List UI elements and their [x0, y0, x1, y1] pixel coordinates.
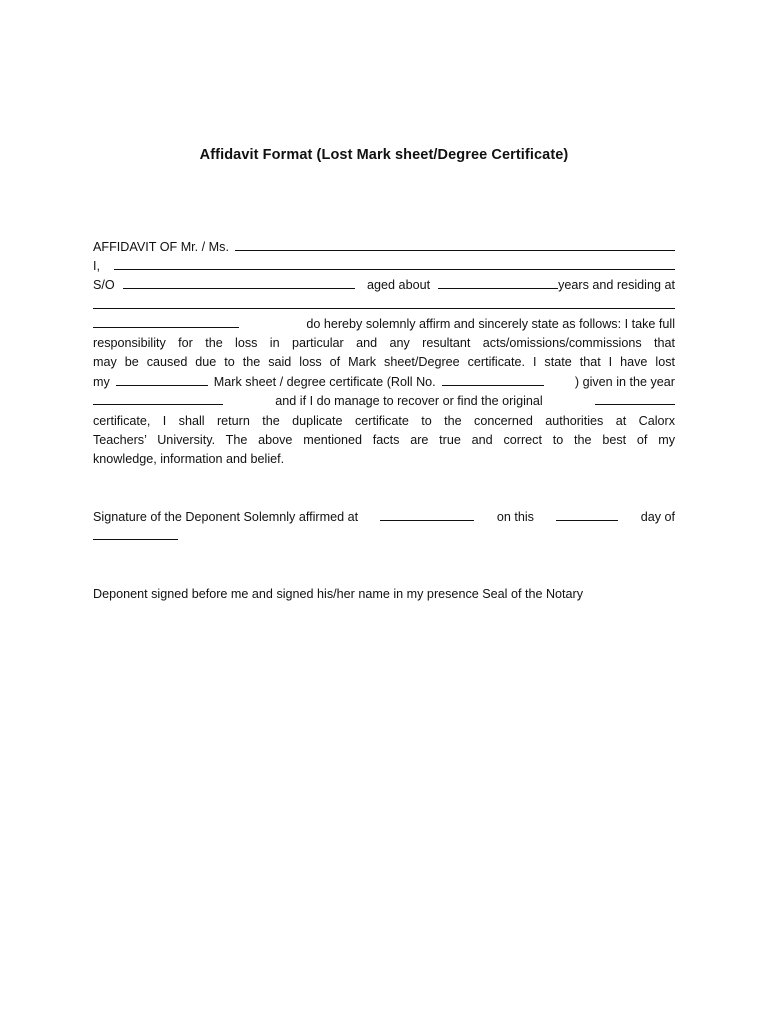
name-blank[interactable]	[235, 237, 675, 251]
affirm-text: do hereby solemnly affirm and sincerely state as follows: I take full	[306, 316, 675, 331]
signature-line	[93, 508, 675, 527]
aged-about-label: aged about	[367, 277, 431, 292]
notary-block	[93, 585, 675, 604]
mark-sheet-label: Mark sheet / degree certificate (Roll No.	[213, 374, 436, 389]
i-line	[93, 256, 675, 275]
original-blank[interactable]	[595, 392, 675, 405]
given-year-label: ) given in the year	[574, 374, 675, 389]
month-blank[interactable]	[93, 527, 178, 540]
day-blank[interactable]	[556, 508, 618, 521]
document-type-blank[interactable]	[116, 373, 208, 386]
affidavit-body	[93, 237, 675, 470]
i-blank[interactable]	[114, 256, 675, 270]
roll-line	[93, 373, 675, 392]
i-label: I,	[93, 259, 100, 274]
recover-line	[93, 392, 675, 411]
month-line	[93, 527, 675, 546]
day-of-label: day of	[640, 510, 676, 524]
knowledge-line: knowledge, information and belief.	[93, 452, 285, 467]
on-this-label: on this	[496, 510, 534, 524]
affirm-line	[93, 315, 675, 334]
signature-block	[93, 508, 675, 547]
address-line	[93, 295, 675, 314]
signature-label: Signature of the Deponent Solemnly affirmed at	[93, 510, 359, 524]
father-name-blank[interactable]	[123, 276, 355, 289]
address-blank-2[interactable]	[93, 315, 239, 328]
return-line: certificate, I shall return the duplicate certificate to the concerned authorities at Calorx	[93, 413, 675, 428]
deponent-notary-line: Deponent signed before me and signed his/her name in my presence Seal of the Notary	[93, 587, 584, 601]
recover-text: and if I do manage to recover or find the original	[275, 394, 543, 409]
so-line	[93, 276, 675, 295]
my-label: my	[93, 374, 110, 389]
years-residing-label: years and residing at	[558, 277, 675, 292]
place-blank[interactable]	[380, 508, 474, 521]
address-blank[interactable]	[93, 295, 675, 309]
year-blank[interactable]	[93, 392, 223, 405]
affidavit-of-label: AFFIDAVIT OF Mr. / Ms.	[93, 240, 229, 254]
age-blank[interactable]	[438, 276, 558, 289]
facts-line: Teachers’ University. The above mentioned facts are true and correct to the best of my	[93, 432, 675, 447]
document-title: Affidavit Format (Lost Mark sheet/Degree Certificate)	[199, 147, 569, 163]
loss-line: may be caused due to the said loss of Mark sheet/Degree certificate. I state that I have lost	[93, 355, 675, 370]
responsibility-line: responsibility for the loss in particular and any resultant acts/omissions/commissions that	[93, 335, 675, 350]
so-label: S/O	[93, 277, 115, 292]
affidavit-of-line	[93, 237, 675, 256]
roll-number-blank[interactable]	[442, 373, 544, 386]
